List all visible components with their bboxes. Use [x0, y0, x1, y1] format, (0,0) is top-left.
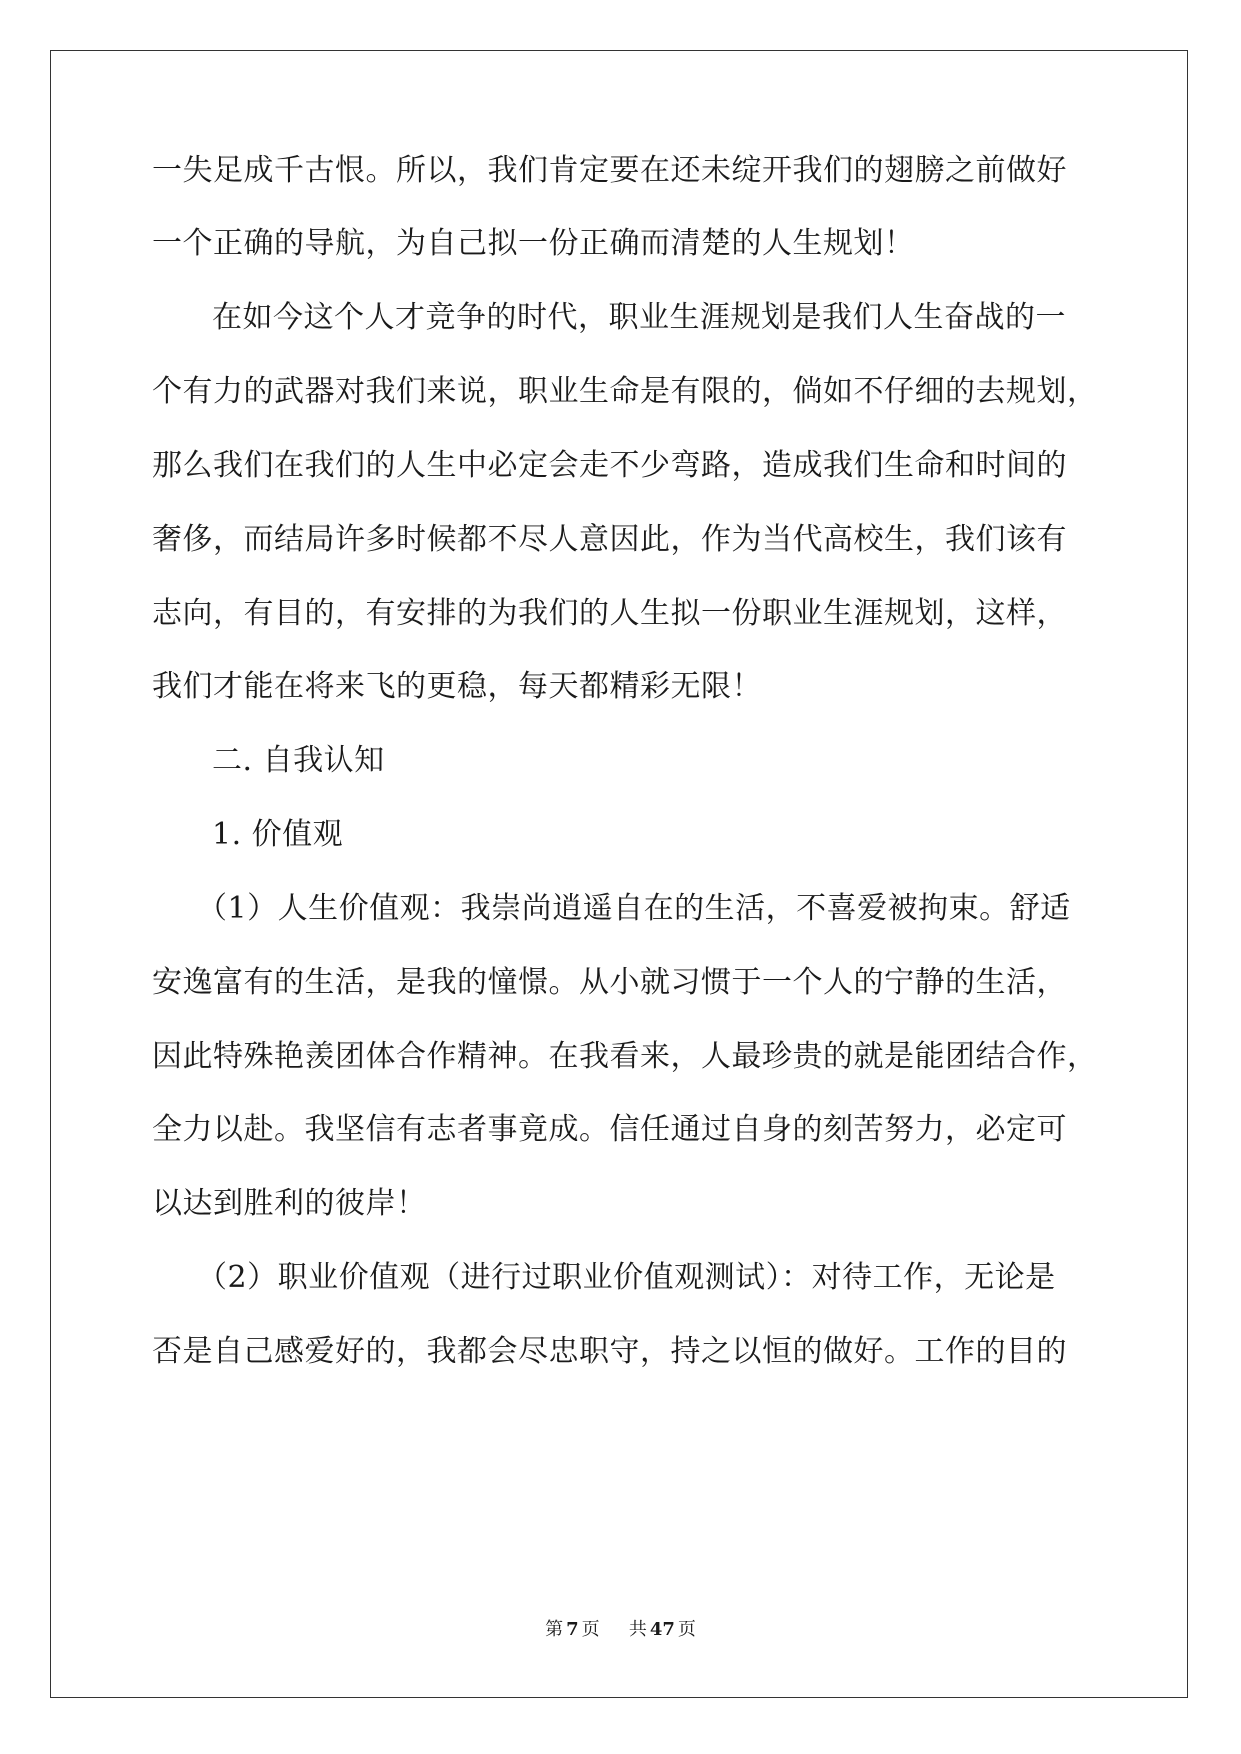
- paragraph-first-line: （1）人生价值观：我崇尚逍遥自在的生活，不喜爱被拘束。舒适: [197, 891, 1071, 926]
- body-text-line: 一个正确的导航，为自己拟一份正确而清楚的人生规划！: [152, 226, 915, 261]
- page-prefix: 第: [545, 1619, 564, 1640]
- body-text-line: 安逸富有的生活，是我的憧憬。从小就习惯于一个人的宁静的生活，: [152, 965, 1067, 1000]
- page-footer: [0, 1618, 1241, 1642]
- body-text-line: 个有力的武器对我们来说，职业生命是有限的，倘如不仔细的去规划，: [152, 374, 1098, 409]
- body-text-line: 否是自己感爱好的，我都会尽忠职守，持之以恒的做好。工作的目的: [152, 1334, 1067, 1369]
- body-text-line: 一失足成千古恨。所以，我们肯定要在还未绽开我们的翅膀之前做好: [152, 153, 1067, 188]
- total-unit: 页: [677, 1619, 696, 1640]
- page-total: [626, 1619, 699, 1640]
- body-text-line: 志向，有目的，有安排的为我们的人生拟一份职业生涯规划，这样，: [152, 596, 1067, 631]
- total-page-number: 47: [649, 1619, 675, 1640]
- body-text-line: 那么我们在我们的人生中必定会走不少弯路，造成我们生命和时间的: [152, 448, 1067, 483]
- body-text-line: 奢侈，而结局许多时候都不尽人意因此，作为当代高校生，我们该有: [152, 522, 1067, 557]
- current-page-number: 7: [566, 1619, 579, 1640]
- page-number: [542, 1619, 603, 1640]
- body-text-line: 全力以赴。我坚信有志者事竟成。信任通过自身的刻苦努力，必定可: [152, 1112, 1067, 1147]
- paragraph-first-line: （2）职业价值观（进行过职业价值观测试）：对待工作，无论是: [197, 1260, 1056, 1295]
- total-prefix: 共: [628, 1619, 647, 1640]
- page-unit: 页: [581, 1619, 600, 1640]
- paragraph-first-line: 在如今这个人才竞争的时代，职业生涯规划是我们人生奋战的一: [212, 300, 1066, 335]
- body-text-line: 以达到胜利的彼岸！: [152, 1186, 427, 1221]
- subsection-heading: 1. 价值观: [212, 817, 344, 852]
- section-heading: 二. 自我认知: [212, 743, 385, 778]
- body-text-line: 因此特殊艳羡团体合作精神。在我看来，人最珍贵的就是能团结合作，: [152, 1039, 1098, 1074]
- body-text-line: 我们才能在将来飞的更稳，每天都精彩无限！: [152, 669, 762, 704]
